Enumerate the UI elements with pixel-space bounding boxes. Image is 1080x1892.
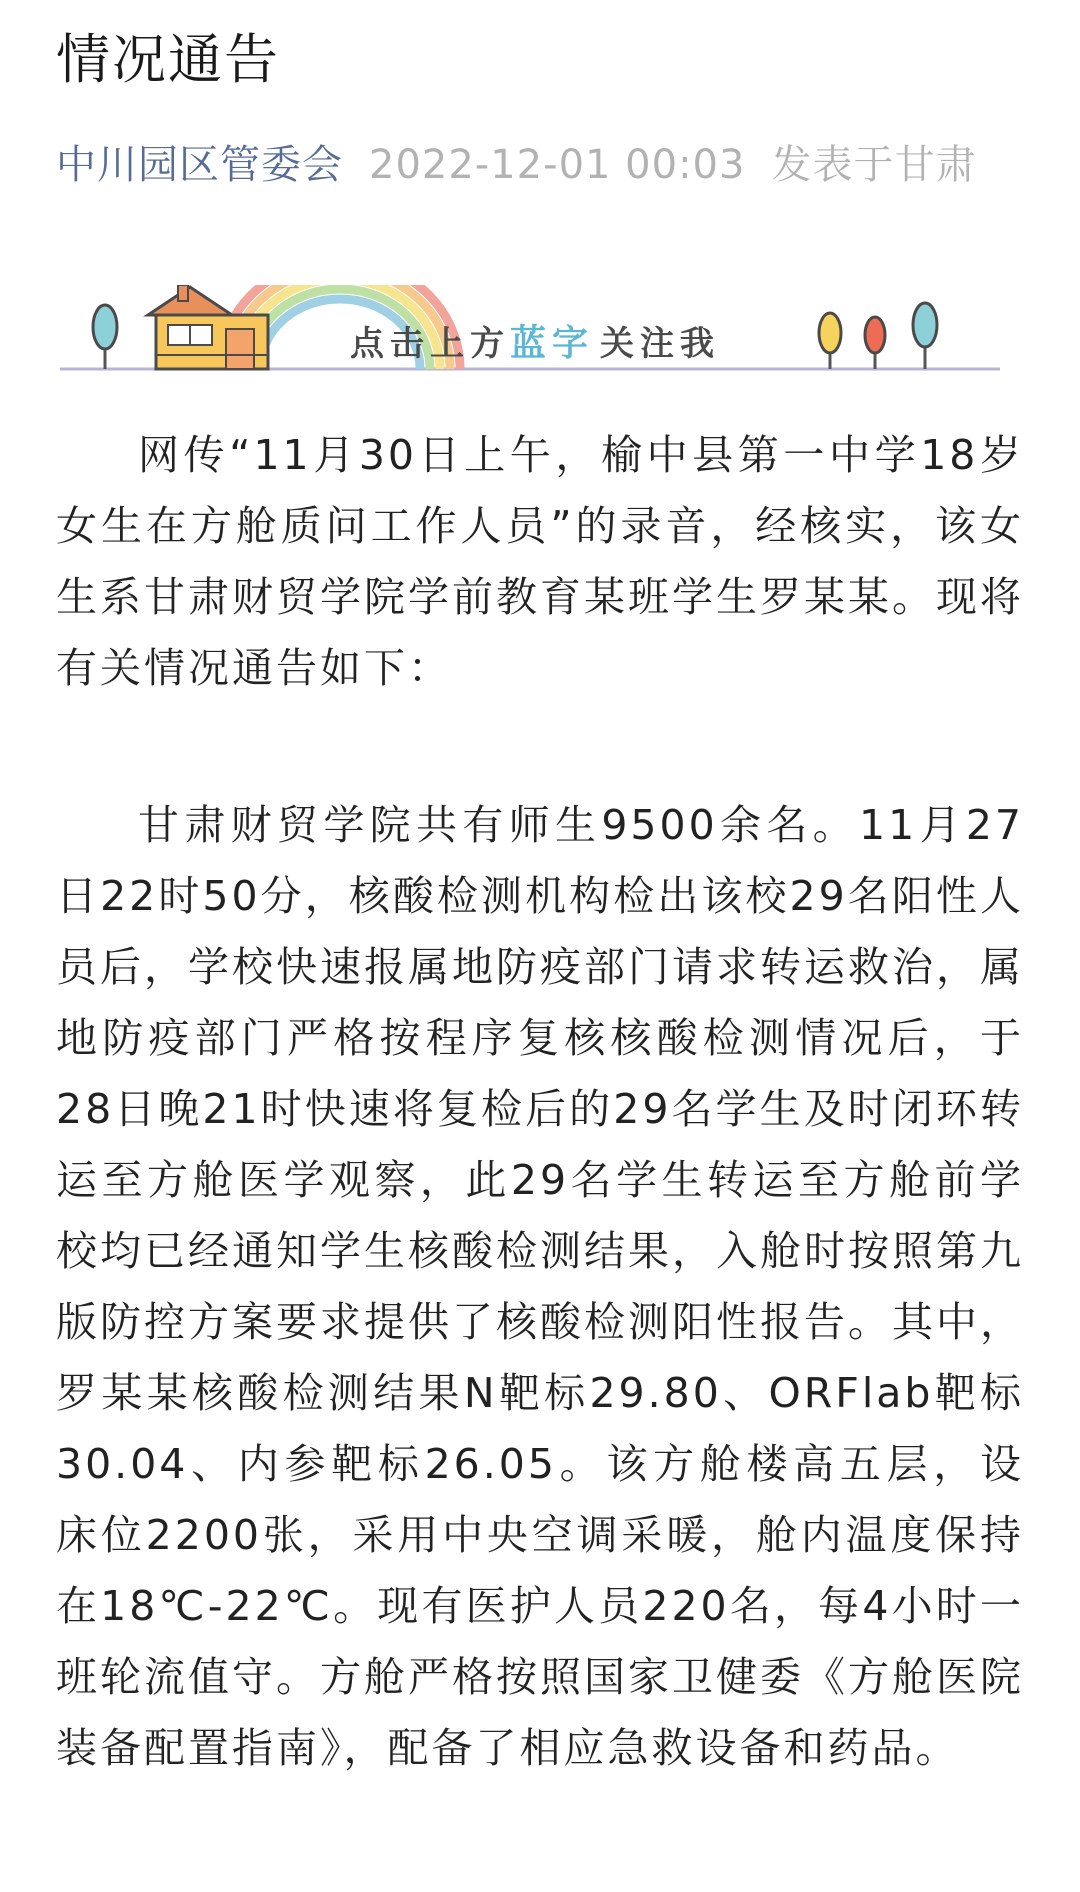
account-name-link[interactable]: 中川园区管委会 — [56, 142, 343, 188]
article-paragraph: 网传“11月30日上午，榆中县第一中学18岁女生在方舱质问工作人员”的录音，经核实，该女生系甘肃财贸学院学前教育某班学生罗某某。现将有关情况通告如下： — [56, 431, 1024, 692]
tree-icon — [93, 305, 117, 369]
tree-red-icon — [865, 317, 885, 369]
page-title: 情况通告 — [56, 28, 280, 91]
publish-location: 发表于甘肃 — [771, 142, 977, 188]
tree-blue-icon — [913, 303, 937, 369]
article-meta — [56, 140, 976, 190]
follow-banner[interactable] — [60, 285, 1020, 385]
banner-text-suffix: 关注我 — [600, 324, 720, 364]
tree-yellow-icon — [819, 313, 841, 369]
publish-time: 2022-12-01 00:03 — [369, 142, 746, 188]
banner-text-prefix: 点击上方 — [350, 324, 510, 364]
follow-banner-graphic — [60, 285, 1020, 385]
article-paragraph: 甘肃财贸学院共有师生9500余名。11月27日22时50分，核酸检测机构检出该校29名阳性人员后，学校快速报属地防疫部门请求转运救治，属地防疫部门严格按程序复核核酸检测情况后，于28日晚21时快速将复检后的29名学生及时闭环转运至方舱医学观察，此29名学生转运至方舱前学校均已经通知学生核酸检测结果，入舱时按照第九版防控方案要求提供了核酸检测阳性报告。其中，罗某某核酸检测结果N靶标29.80、ORFlab靶标 30.04、内参靶标26.05。该方舱楼高五层，设床位2200张，采用中央空调采暖，舱内温度保持在18℃-22℃。现有医护人员220名，每4小时一班轮流值守。方舱严格按照国家卫健委《方舱医院装备配置指南》，配备了相应急救设备和药品。 — [56, 801, 1024, 1772]
banner-text-highlight: 蓝字 — [510, 323, 595, 364]
